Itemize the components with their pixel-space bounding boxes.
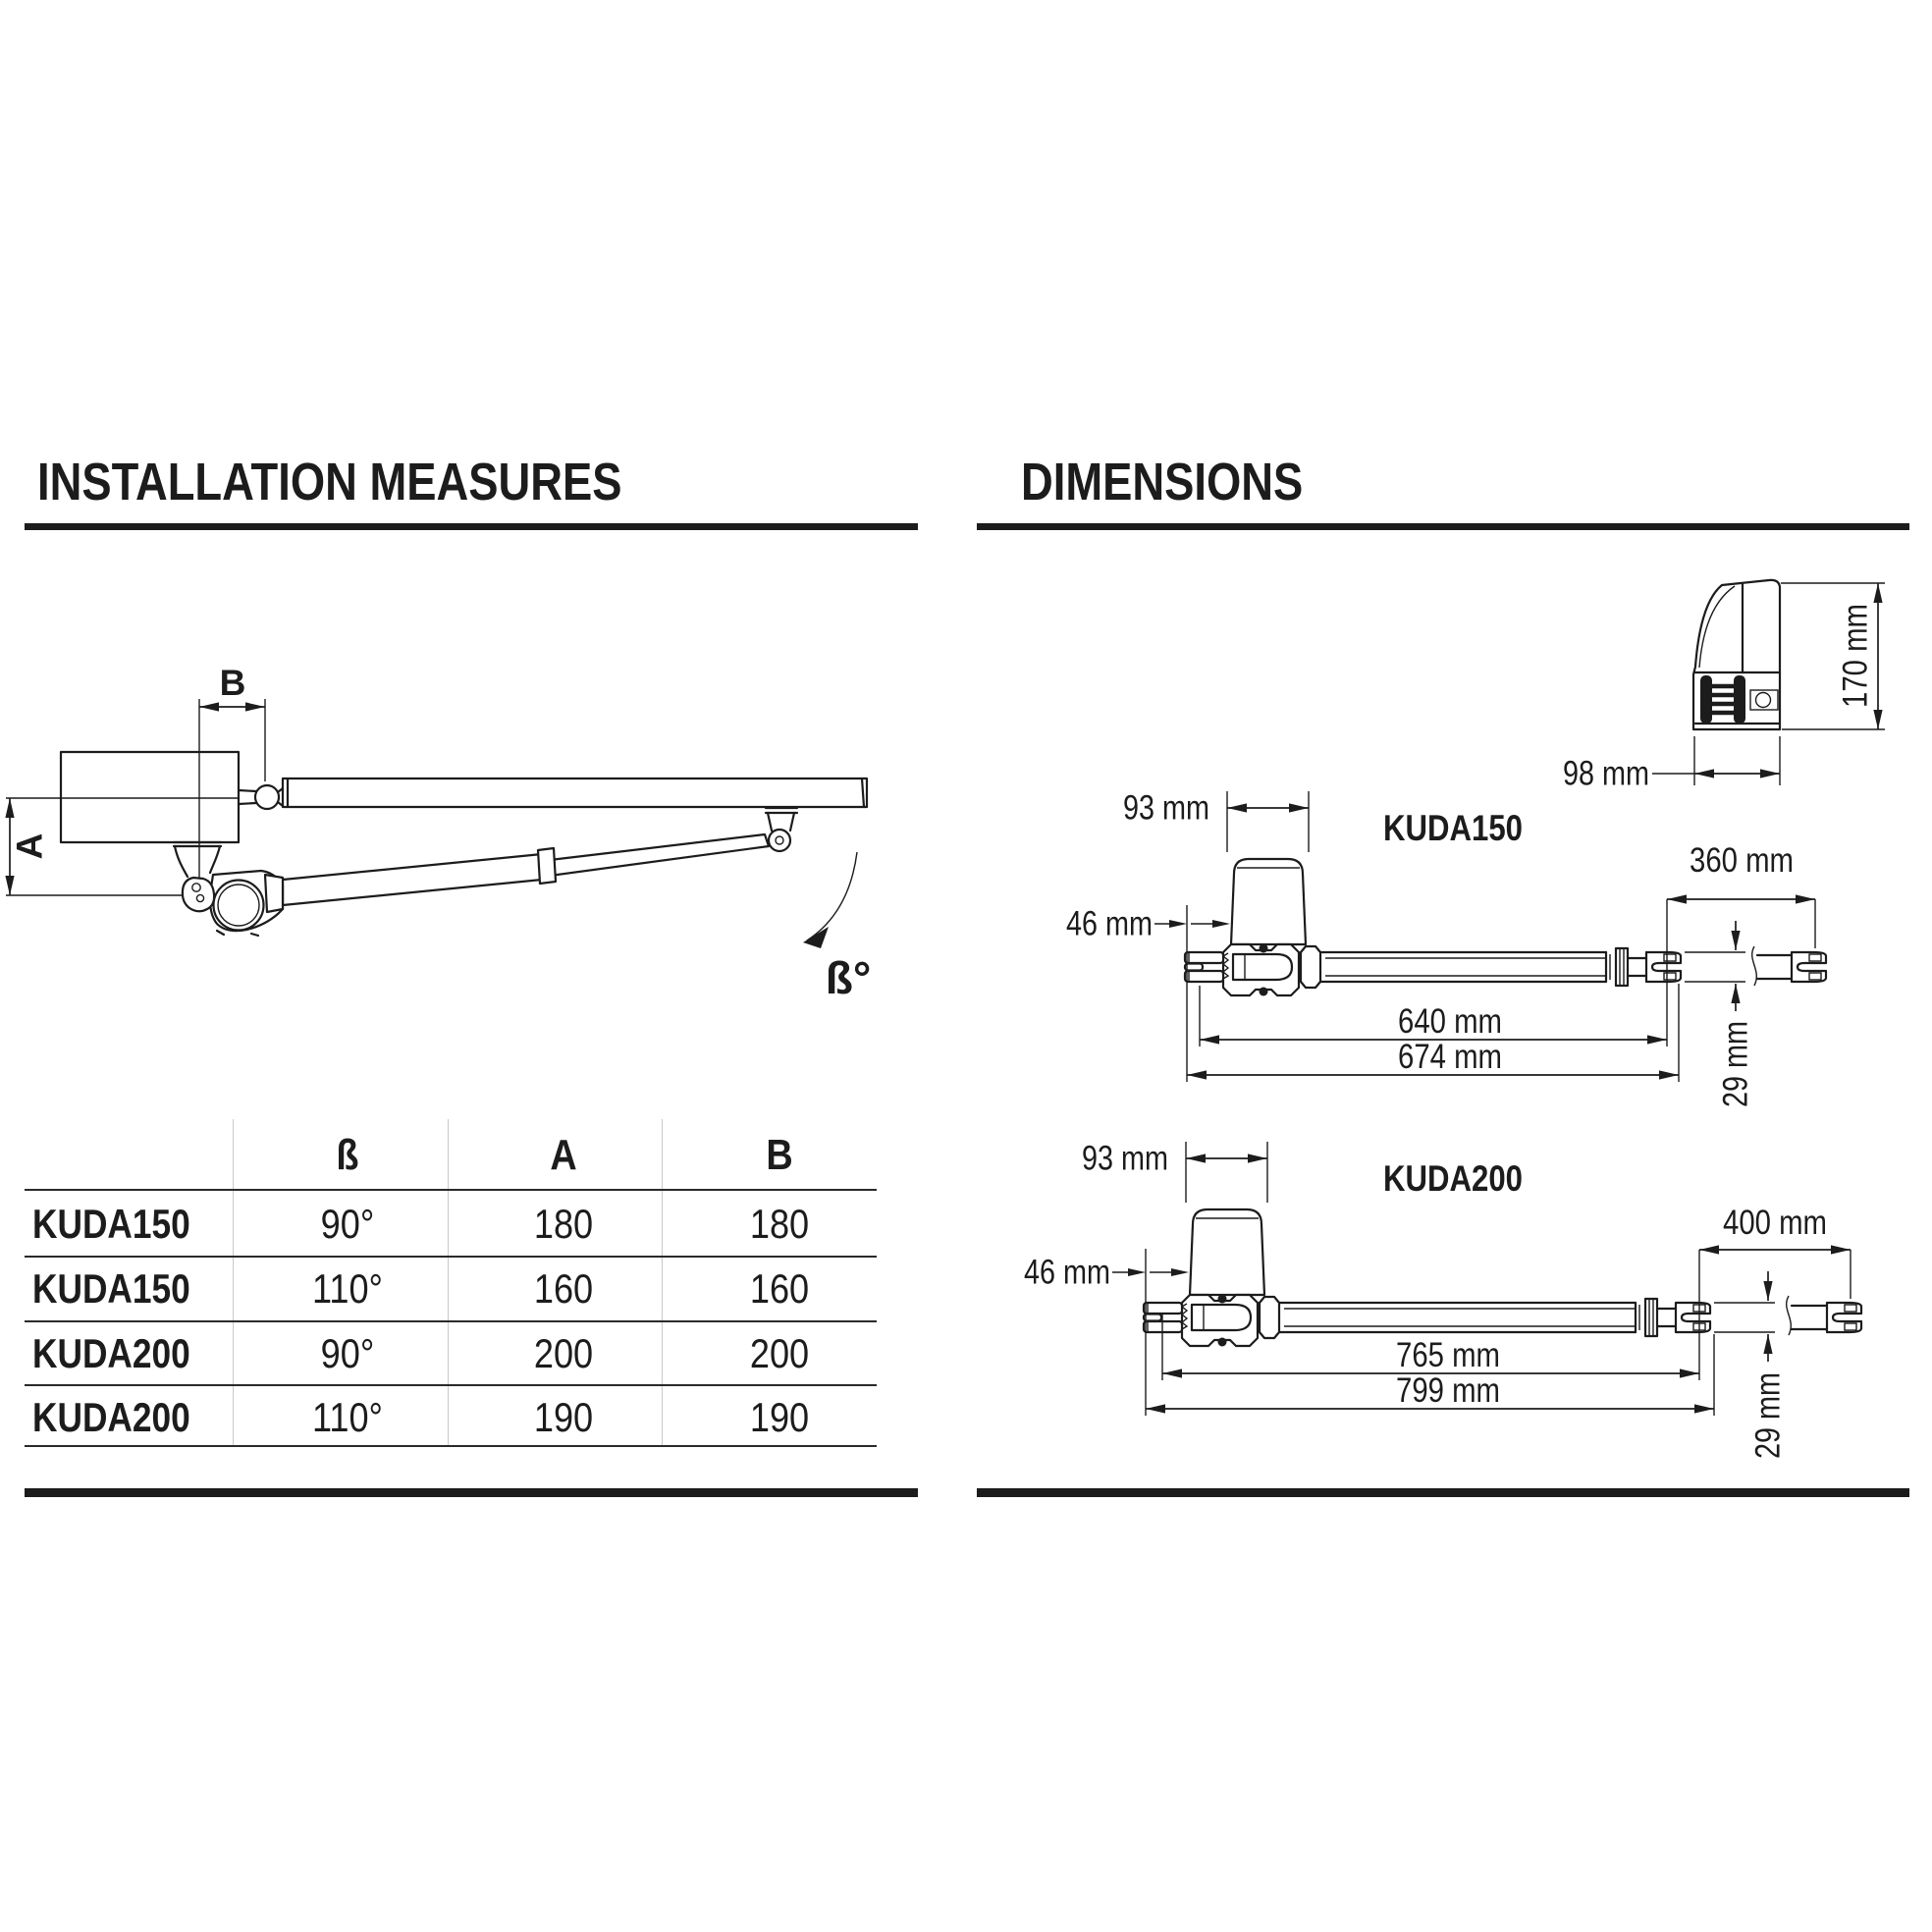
table-line: [25, 1384, 877, 1386]
k200-dim-93: [1082, 1140, 1267, 1204]
post-outline: [6, 752, 239, 842]
k150-travel-label: 360 mm: [1690, 841, 1794, 880]
table-header-beta: ß: [336, 1131, 359, 1179]
right-section-title: DIMENSIONS: [1021, 453, 1304, 511]
table-line: [25, 1256, 877, 1258]
row-a: 160: [533, 1265, 594, 1312]
kuda150-name: KUDA150: [1383, 808, 1523, 848]
k150-motor: [1185, 859, 1320, 996]
dimension-170: [1781, 583, 1885, 729]
table-line: [25, 1445, 877, 1447]
installation-diagram: [0, 550, 918, 1021]
gate-bracket: [766, 808, 797, 851]
kuda150-drawing: [1066, 789, 1826, 1108]
k150-dim-360: [1667, 841, 1815, 1046]
gate-bar: [239, 778, 867, 809]
row-beta: 110°: [311, 1394, 384, 1440]
kuda200-name: KUDA200: [1383, 1158, 1523, 1199]
dimension-98: [1563, 736, 1780, 793]
k200-total-length-label: 799 mm: [1396, 1371, 1500, 1410]
row-model: KUDA200: [32, 1394, 190, 1440]
row-b: 180: [749, 1201, 810, 1247]
right-bottom-rule: [977, 1488, 1909, 1497]
row-b: 160: [749, 1265, 810, 1312]
k150-dim-93: [1123, 789, 1309, 853]
left-bottom-rule: [25, 1488, 918, 1497]
dimension-a: [6, 798, 185, 895]
table-header-a: A: [550, 1131, 577, 1179]
row-a: 180: [533, 1201, 594, 1247]
left-title-rule: [25, 523, 918, 530]
row-beta: 90°: [320, 1201, 375, 1247]
k150-rear-label: 46 mm: [1066, 904, 1153, 943]
row-a: 200: [533, 1330, 594, 1376]
row-model: KUDA200: [32, 1330, 190, 1376]
row-beta: 110°: [311, 1265, 384, 1312]
k150-total-length-label: 674 mm: [1398, 1038, 1502, 1076]
table-line: [25, 1189, 877, 1191]
k200-dim-400: [1699, 1204, 1851, 1380]
k200-dim-29: [1714, 1271, 1788, 1459]
k200-rear-label: 46 mm: [1024, 1253, 1110, 1292]
dim-b-label: B: [219, 663, 246, 703]
side-height-label: 170 mm: [1836, 583, 1875, 708]
k200-gate-fork: [1787, 1296, 1861, 1335]
side-view: [1563, 580, 1885, 793]
k150-fork-height-label: 29 mm: [1716, 1002, 1755, 1107]
row-a: 190: [533, 1394, 594, 1440]
row-b: 190: [749, 1394, 810, 1440]
dimensions-diagram: [966, 550, 1909, 1477]
right-title-rule: [977, 523, 1909, 530]
k150-pivot-length-label: 640 mm: [1398, 1002, 1502, 1041]
k200-fork-height-label: 29 mm: [1748, 1354, 1788, 1459]
table-header-b: B: [766, 1131, 793, 1179]
dim-a-label: A: [9, 832, 50, 860]
swing-arrowhead: [803, 927, 829, 948]
row-model: KUDA150: [32, 1265, 190, 1312]
k150-gate-fork: [1752, 946, 1826, 986]
k200-motor: [1144, 1209, 1279, 1347]
row-beta: 90°: [320, 1330, 375, 1376]
row-b: 200: [749, 1330, 810, 1376]
k150-rail: [1320, 948, 1681, 986]
row-model: KUDA150: [32, 1201, 190, 1247]
left-section-title: INSTALLATION MEASURES: [37, 453, 622, 511]
actuator-arm: [283, 834, 769, 905]
k150-dim-46: [1066, 905, 1230, 1083]
swing-angle: [803, 852, 871, 1003]
roller: [1700, 675, 1712, 724]
kuda200-drawing: [1024, 1140, 1861, 1460]
k200-pivot-length-label: 765 mm: [1396, 1336, 1500, 1374]
k150-head-width-label: 93 mm: [1123, 788, 1209, 828]
motor-head: [174, 842, 283, 936]
k200-head-width-label: 93 mm: [1082, 1139, 1168, 1178]
angle-label: ß°: [825, 952, 872, 1003]
k200-travel-label: 400 mm: [1723, 1204, 1827, 1242]
k200-rail: [1279, 1299, 1710, 1336]
k150-dim-29: [1685, 921, 1755, 1107]
roller: [1734, 675, 1745, 724]
table-line: [25, 1320, 877, 1322]
side-depth-label: 98 mm: [1563, 754, 1649, 793]
